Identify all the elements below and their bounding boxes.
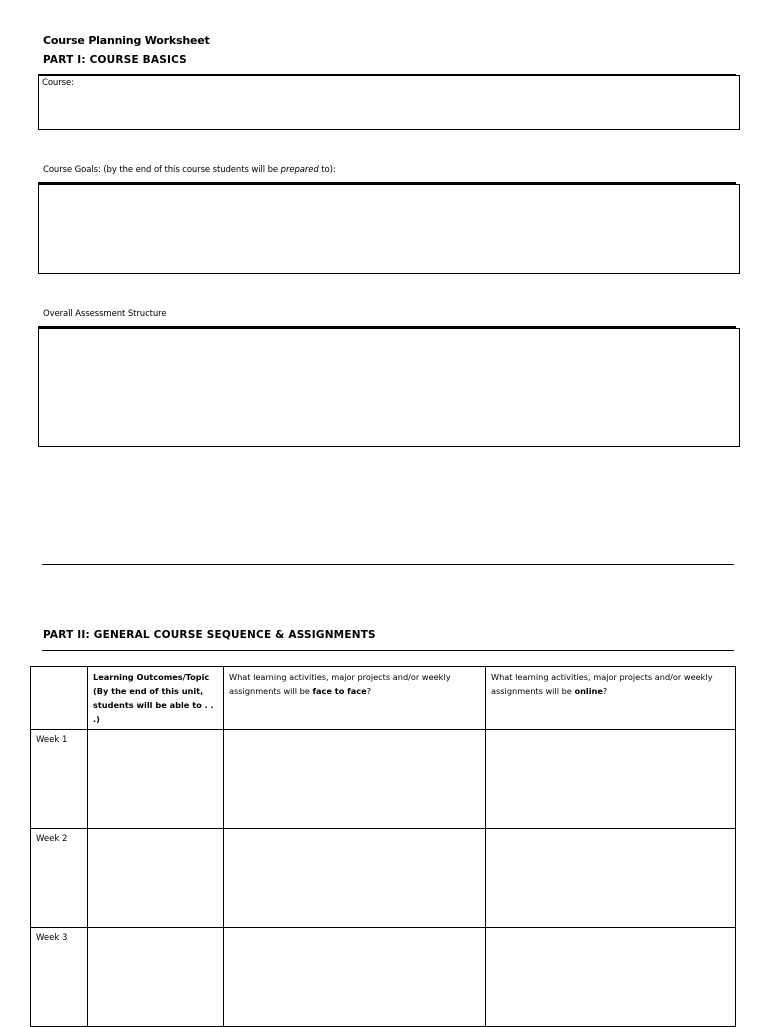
course-goals-label-text: Course Goals: (by the end of this course students will be — [43, 165, 281, 175]
course-goals-label-emphasis: prepared — [280, 165, 319, 175]
header-week-cell — [31, 667, 88, 730]
course-goals-label-end: to): — [318, 165, 336, 175]
week-label: Week 2 — [31, 829, 88, 928]
table-row — [31, 928, 736, 1027]
assessment-structure-label: Overall Assessment Structure — [43, 309, 167, 319]
header-online-bold: online — [574, 686, 603, 696]
part1-heading: PART I: COURSE BASICS — [43, 54, 187, 66]
table-row — [31, 829, 736, 928]
course-field[interactable] — [38, 75, 740, 130]
online-cell[interactable] — [486, 928, 736, 1027]
week-label: Week 1 — [31, 730, 88, 829]
course-label: Course: — [42, 78, 74, 88]
part2-heading: PART II: GENERAL COURSE SEQUENCE & ASSIGNMENTS — [43, 629, 376, 641]
course-goals-field[interactable] — [38, 184, 740, 274]
online-cell[interactable] — [486, 829, 736, 928]
week-label: Week 3 — [31, 928, 88, 1027]
header-face-to-face-bold: face to face — [312, 686, 367, 696]
header-learning-outcomes: Learning Outcomes/Topic (By the end of this unit, students will be able to . . .) — [88, 667, 224, 730]
course-goals-label — [43, 165, 336, 175]
face-to-face-cell[interactable] — [224, 928, 486, 1027]
part2-underline — [42, 650, 734, 651]
outcomes-cell[interactable] — [88, 928, 224, 1027]
header-face-to-face — [224, 667, 486, 730]
document-title: Course Planning Worksheet — [43, 34, 210, 47]
header-face-to-face-text: What learning activities, major projects and/or weekly assignments will be — [229, 672, 451, 696]
header-face-to-face-end: ? — [366, 686, 372, 696]
outcomes-cell[interactable] — [88, 829, 224, 928]
table-header-row — [31, 667, 736, 730]
header-online — [486, 667, 736, 730]
table-row — [31, 730, 736, 829]
header-online-end: ? — [602, 686, 608, 696]
face-to-face-cell[interactable] — [224, 829, 486, 928]
section-divider — [42, 564, 734, 565]
course-sequence-table — [30, 666, 736, 1027]
assessment-structure-field[interactable] — [38, 328, 740, 447]
online-cell[interactable] — [486, 730, 736, 829]
face-to-face-cell[interactable] — [224, 730, 486, 829]
header-online-text: What learning activities, major projects and/or weekly assignments will be — [491, 672, 713, 696]
outcomes-cell[interactable] — [88, 730, 224, 829]
